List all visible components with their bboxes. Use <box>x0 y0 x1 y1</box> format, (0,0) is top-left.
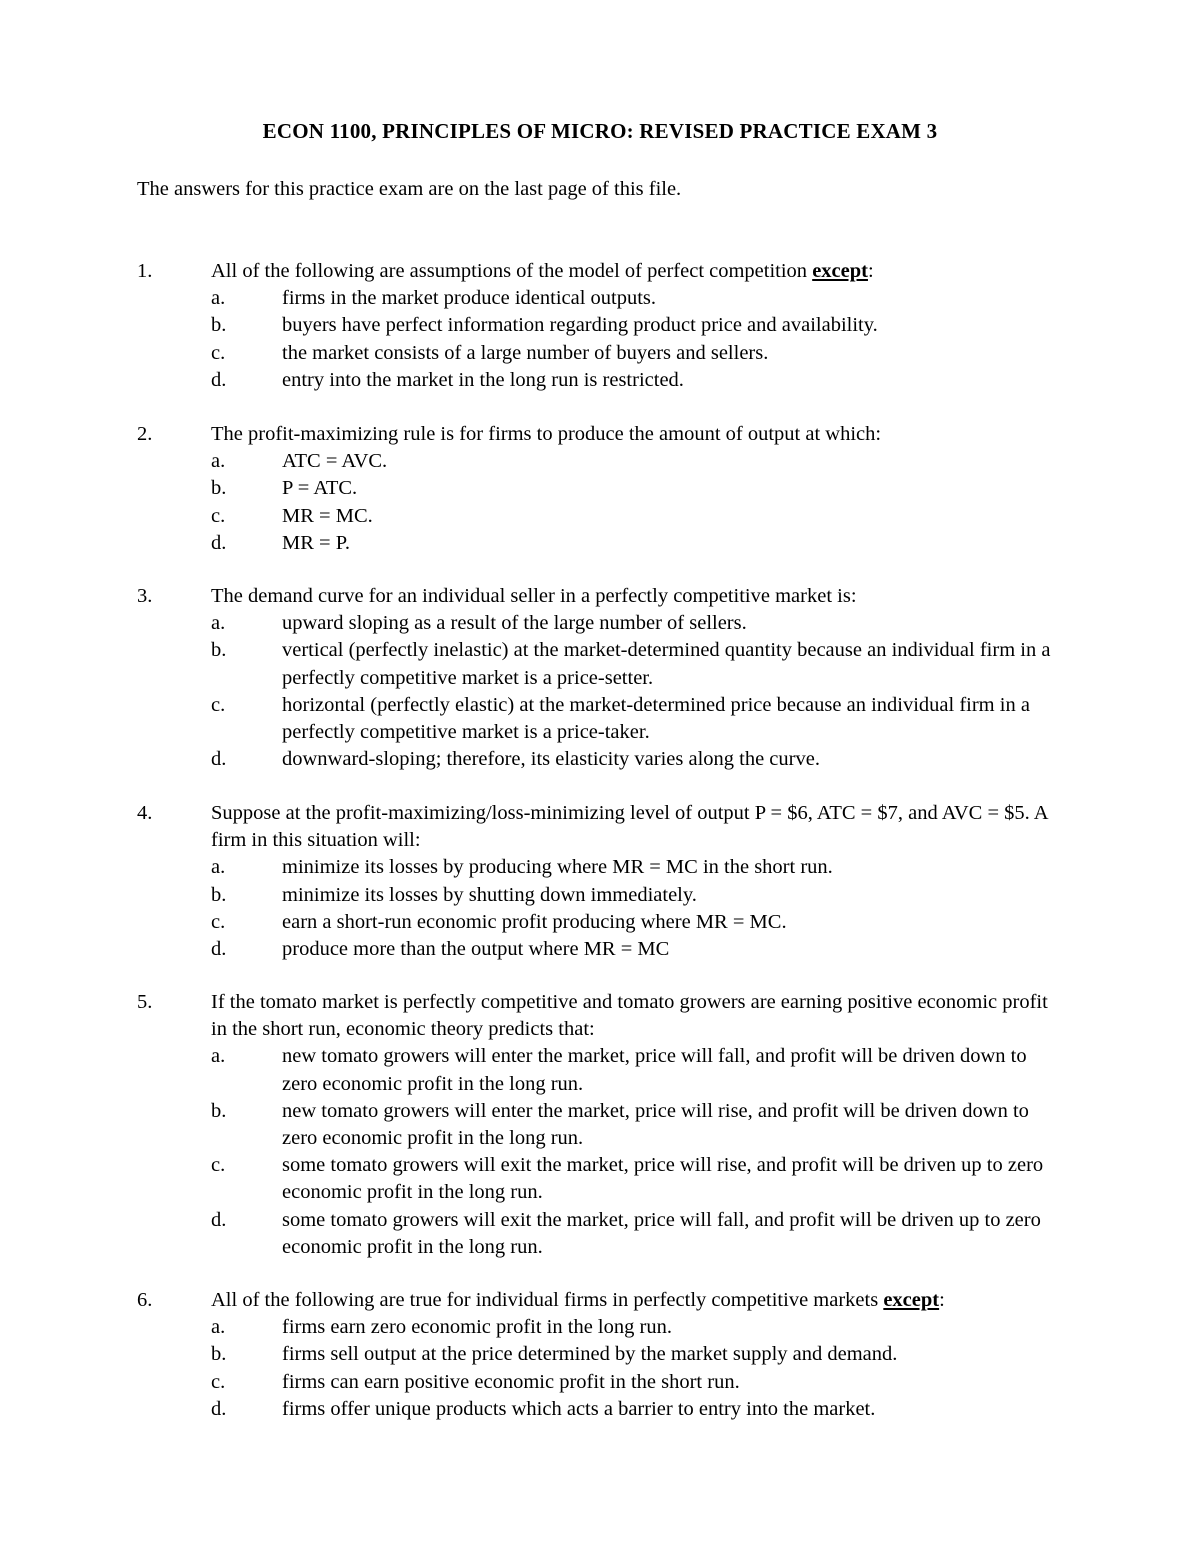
question-1 <box>137 258 1067 394</box>
option-c: c. firms can earn positive economic profit in the short run. <box>211 1370 740 1393</box>
question-text: The profit-maximizing rule is for firms to produce the amount of output at which: <box>211 423 882 445</box>
option-d: d. MR = P. <box>211 531 350 554</box>
emphasis-except: except <box>883 1289 940 1311</box>
option-d: d. some tomato growers will exit the market, price will fall, and profit will be driven up to zero economic profit in the long run. <box>211 1208 1041 1258</box>
option-b: b. vertical (perfectly inelastic) at the market-determined quantity because an individual firm in a perfectly competitive market is a price-setter. <box>211 639 1051 689</box>
question-text: All of the following are assumptions of the model of perfect competition except: <box>211 260 874 282</box>
option-b: b. new tomato growers will enter the market, price will rise, and profit will be driven down to zero economic profit in the long run. <box>211 1099 1029 1150</box>
question-6 <box>137 1287 1067 1423</box>
emphasis-except: except <box>812 260 868 282</box>
question-number: 1. <box>137 260 153 282</box>
question-text: All of the following are true for individual firms in perfectly competitive markets except: <box>211 1289 945 1311</box>
question-number: 6. <box>137 1289 153 1311</box>
option-c: c. earn a short-run economic profit producing where MR = MC. <box>211 910 787 933</box>
page-title: ECON 1100, PRINCIPLES OF MICRO: REVISED PRACTICE EXAM 3 <box>262 119 938 143</box>
option-a: a. minimize its losses by producing where MR = MC in the short run. <box>211 856 833 879</box>
option-c: c. the market consists of a large number of buyers and sellers. <box>211 341 769 364</box>
option-c: c. MR = MC. <box>211 504 373 527</box>
option-a: a. new tomato growers will enter the market, price will fall, and profit will be driven down to zero economic profit in the long run. <box>211 1045 1027 1095</box>
option-d: d. firms offer unique products which acts a barrier to entry into the market. <box>211 1397 876 1420</box>
question-2 <box>137 421 1067 557</box>
option-b: b. minimize its losses by shutting down immediately. <box>211 883 697 906</box>
option-d: d. entry into the market in the long run is restricted. <box>211 368 684 391</box>
option-d: d. downward-sloping; therefore, its elasticity varies along the curve. <box>211 748 820 771</box>
question-text: Suppose at the profit-maximizing/loss-minimizing level of output P = $6, ATC = $7, and AVC = $5. A firm in this situation will: <box>211 802 1048 852</box>
question-5 <box>137 989 1067 1261</box>
option-c: c. some tomato growers will exit the market, price will rise, and profit will be driven up to zero economic profit in the long run. <box>211 1154 1044 1204</box>
question-number: 2. <box>137 423 153 445</box>
question-text: If the tomato market is perfectly competitive and tomato growers are earning positive economic profit in the short run, economic theory predicts that: <box>211 991 1048 1041</box>
option-b: b. buyers have perfect information regarding product price and availability. <box>211 314 878 337</box>
question-number: 3. <box>137 585 153 607</box>
question-number: 4. <box>137 802 153 824</box>
option-d: d. produce more than the output where MR = MC <box>211 938 670 961</box>
option-c: c. horizontal (perfectly elastic) at the market-determined price because an individual firm in a perfectly competitive market is a price-taker. <box>211 693 1030 744</box>
question-text: The demand curve for an individual seller in a perfectly competitive market is: <box>211 585 857 607</box>
option-a: a. upward sloping as a result of the large number of sellers. <box>211 612 747 635</box>
option-a: a. ATC = AVC. <box>211 450 388 473</box>
question-number: 5. <box>137 991 153 1013</box>
option-a: a. firms earn zero economic profit in the long run. <box>211 1316 672 1339</box>
question-3 <box>137 583 1067 773</box>
option-b: b. P = ATC. <box>211 477 358 500</box>
question-4 <box>137 800 1067 963</box>
option-a: a. firms in the market produce identical outputs. <box>211 287 657 310</box>
intro-text: The answers for this practice exam are on the last page of this file. <box>137 178 682 200</box>
option-b: b. firms sell output at the price determined by the market supply and demand. <box>211 1343 898 1366</box>
